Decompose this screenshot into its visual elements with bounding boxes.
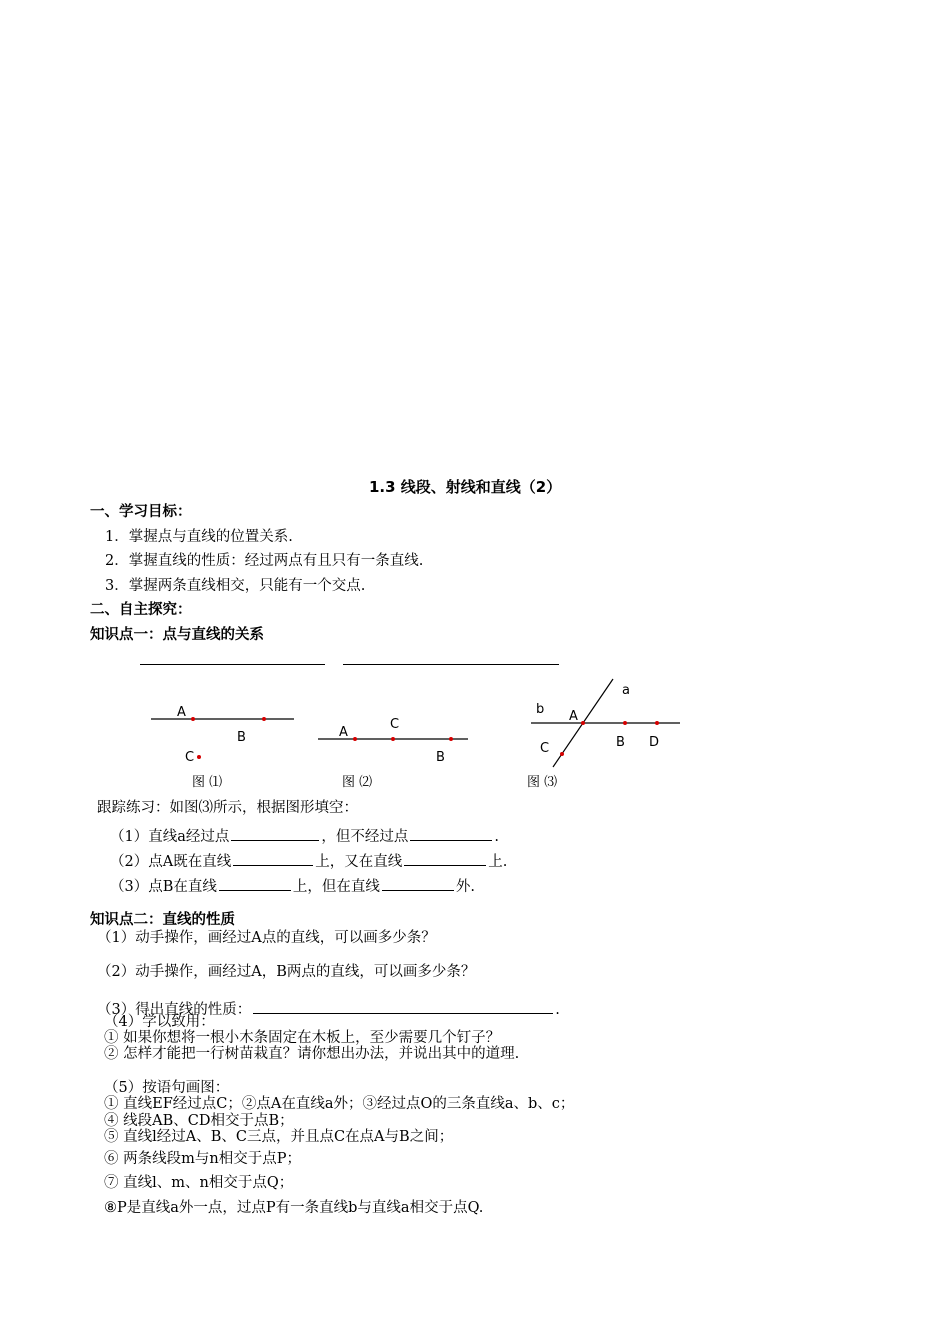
fig3-label-line-b: b xyxy=(536,702,545,717)
answer-blank-q3b[interactable] xyxy=(382,876,454,891)
answer-blank-q1b[interactable] xyxy=(410,826,492,841)
practice-question-2: （2）点A既在直线 上，又在直线 上. xyxy=(110,851,507,870)
property-item-4: （4）学以致用： xyxy=(104,1014,215,1030)
figure-2 xyxy=(310,710,480,770)
fig3-label-a: A xyxy=(569,709,578,724)
fig2-label-b: B xyxy=(436,750,445,765)
application-item-2: ② 怎样才能把一行树苗栽直？请你想出办法，并说出其中的道理. xyxy=(104,1046,520,1062)
knowledge-point-1-heading: 知识点一：点与直线的关系 xyxy=(90,627,264,643)
fig3-label-line-a: a xyxy=(622,683,630,698)
answer-line-top-left xyxy=(140,664,325,665)
practice-question-3: （3）点B在直线 上，但在直线 外. xyxy=(110,876,475,895)
fig3-point-d xyxy=(655,721,659,725)
answer-blank-property[interactable] xyxy=(253,999,553,1014)
fig3-point-a xyxy=(581,721,585,725)
fig2-label-c: C xyxy=(390,717,400,732)
section-heading-explore: 二、自主探究： xyxy=(90,602,192,618)
figure-1 xyxy=(140,695,310,775)
drawing-task-2: ④ 线段AB、CD相交于点B； xyxy=(104,1113,294,1129)
fig3-label-c: C xyxy=(540,741,550,756)
fig2-point-b xyxy=(449,737,453,741)
fig1-label-c: C xyxy=(185,750,195,765)
practice-question-1: （1）直线a经过点 ，但不经过点 . xyxy=(110,826,499,845)
page-title: 1.3 线段、射线和直线（2） xyxy=(369,478,562,496)
fig1-label-b: B xyxy=(237,730,246,745)
fig3-point-c xyxy=(560,752,564,756)
property-item-2: （2）动手操作，画经过A，B两点的直线，可以画多少条？ xyxy=(97,964,476,980)
answer-blank-q2b[interactable] xyxy=(404,851,486,866)
property-item-3: （3）得出直线的性质： . xyxy=(97,999,560,1018)
drawing-task-5: ⑦ 直线l、m、n相交于点Q； xyxy=(104,1175,294,1191)
drawing-task-heading: （5）按语句画图： xyxy=(104,1080,230,1096)
answer-blank-q2a[interactable] xyxy=(233,851,313,866)
drawing-task-6: ⑧P是直线a外一点，过点P有一条直线b与直线a相交于点Q. xyxy=(104,1200,484,1216)
knowledge-point-2-heading: 知识点二：直线的性质 xyxy=(90,912,235,928)
fig1-point-c xyxy=(197,755,201,759)
answer-blank-q1a[interactable] xyxy=(231,826,319,841)
application-item-1: ① 如果你想将一根小木条固定在木板上，至少需要几个钉子？ xyxy=(104,1030,501,1046)
fig1-label-a: A xyxy=(177,705,186,720)
fig3-label-b: B xyxy=(616,735,625,750)
fig2-point-c xyxy=(391,737,395,741)
fig1-point-a xyxy=(191,717,195,721)
answer-blank-q3a[interactable] xyxy=(219,876,291,891)
goal-item-2: 2．掌握直线的性质：经过两点有且只有一条直线. xyxy=(105,553,424,569)
goal-item-1: 1．掌握点与直线的位置关系. xyxy=(105,529,293,545)
figure-3 xyxy=(525,675,690,775)
fig1-point-b xyxy=(262,717,266,721)
goal-item-3: 3．掌握两条直线相交，只能有一个交点. xyxy=(105,578,366,594)
section-heading-goals: 一、学习目标： xyxy=(90,504,192,520)
fig2-point-a xyxy=(353,737,357,741)
drawing-task-1: ① 直线EF经过点C；②点A在直线a外；③经过点O的三条直线a、b、c； xyxy=(104,1096,575,1112)
drawing-task-4: ⑥ 两条线段m与n相交于点P； xyxy=(104,1151,301,1167)
fig3-caption: 图 ⑶ xyxy=(527,775,558,790)
answer-line-top-right xyxy=(343,664,559,665)
fig3-point-b xyxy=(623,721,627,725)
fig3-label-d: D xyxy=(649,735,660,750)
fig2-caption: 图 ⑵ xyxy=(342,775,373,790)
drawing-task-3: ⑤ 直线l经过A、B、C三点，并且点C在点A与B之间； xyxy=(104,1129,454,1145)
practice-prompt: 跟踪练习：如图⑶所示，根据图形填空： xyxy=(97,800,358,816)
fig1-caption: 图 ⑴ xyxy=(192,775,223,790)
fig2-label-a: A xyxy=(339,725,348,740)
property-item-1: （1）动手操作，画经过A点的直线，可以画多少条？ xyxy=(97,930,436,946)
